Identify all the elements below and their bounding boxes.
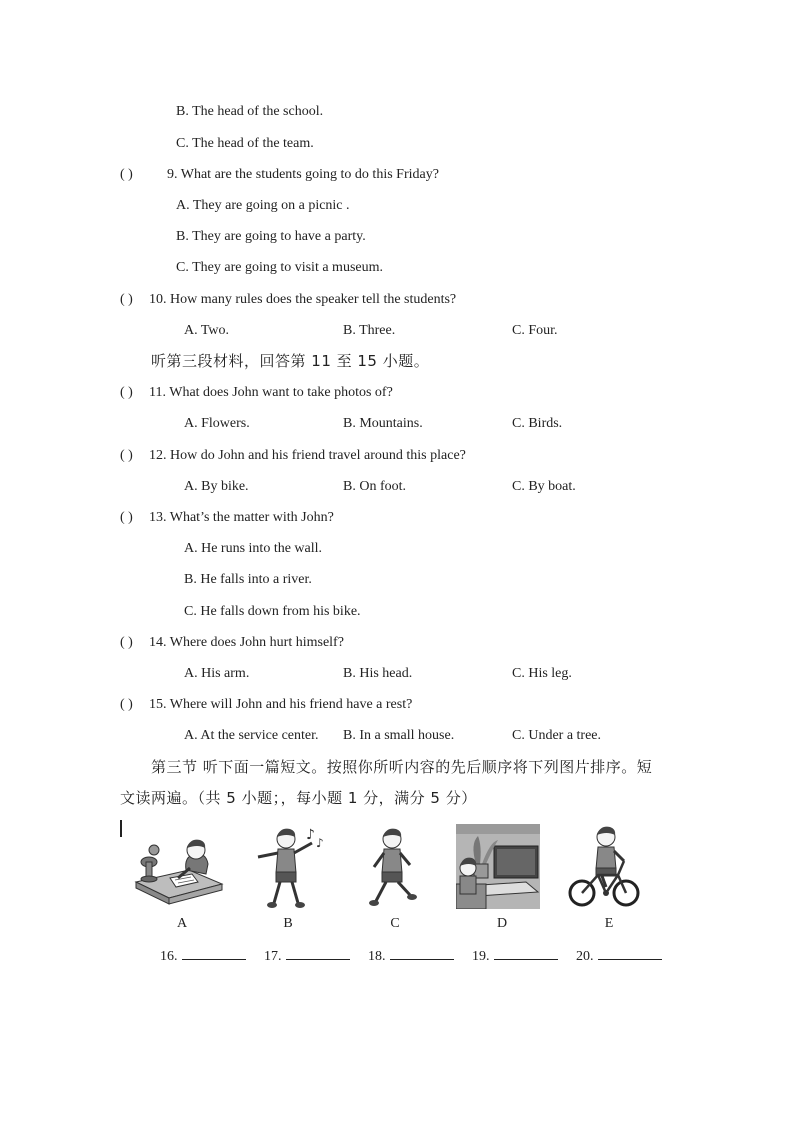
section-3-intro: 听第三段材料，回答第 11 至 15 小题。 <box>151 352 430 370</box>
boy-running-icon <box>364 825 424 911</box>
q10-option-a: A. Two. <box>184 323 230 338</box>
q8-option-b: B. The head of the school. <box>176 104 324 119</box>
q11-option-b: B. Mountains. <box>343 416 423 431</box>
q10-option-b: B. Three. <box>343 323 396 338</box>
q14-option-b: B. His head. <box>343 666 413 681</box>
q11-option-c: C. Birds. <box>512 416 563 431</box>
answer-number: 19. <box>472 949 490 964</box>
answer-number: 18. <box>368 949 386 964</box>
q12-option-a: A. By bike. <box>184 479 249 494</box>
q15-option-c: C. Under a tree. <box>512 728 602 743</box>
section-heading-line-2: 文读两遍。（共 5 小题；，每小题 1 分，满分 5 分） <box>120 789 477 807</box>
q15-option-a: A. At the service center. <box>184 728 319 743</box>
q8-option-c: C. The head of the team. <box>176 136 314 151</box>
answer-blank-17[interactable] <box>264 946 350 966</box>
answer-bracket[interactable]: ( ) <box>120 385 133 400</box>
q13-option-a: A. He runs into the wall. <box>184 541 323 556</box>
answer-number: 20. <box>576 949 594 964</box>
q14-option-a: A. His arm. <box>184 666 250 681</box>
q9-option-c: C. They are going to visit a museum. <box>176 260 383 275</box>
picture-label-b: B <box>283 916 293 931</box>
answer-bracket[interactable]: ( ) <box>120 510 133 525</box>
question-13: 13. What’s the matter with John? <box>149 510 334 525</box>
answer-line[interactable] <box>598 946 662 960</box>
q11-option-a: A. Flowers. <box>184 416 250 431</box>
answer-line[interactable] <box>494 946 558 960</box>
question-11: 11. What does John want to take photos of? <box>149 385 393 400</box>
answer-bracket[interactable]: ( ) <box>120 697 133 712</box>
svg-text:♪: ♪ <box>316 836 324 850</box>
q12-option-b: B. On foot. <box>343 479 406 494</box>
answer-bracket[interactable]: ( ) <box>120 167 133 182</box>
svg-text:♪: ♪ <box>306 827 315 843</box>
question-9: 9. What are the students going to do this Friday? <box>167 167 439 182</box>
q14-option-c: C. His leg. <box>512 666 572 681</box>
question-10: 10. How many rules does the speaker tell the students? <box>149 292 457 307</box>
answer-bracket[interactable]: ( ) <box>120 448 133 463</box>
question-15: 15. Where will John and his friend have a rest? <box>149 697 413 712</box>
answer-line[interactable] <box>390 946 454 960</box>
boy-studying-at-desk-icon <box>134 832 224 912</box>
q12-option-c: C. By boat. <box>512 479 576 494</box>
q13-option-b: B. He falls into a river. <box>184 572 312 587</box>
picture-label-e: E <box>604 916 614 931</box>
answer-bracket[interactable]: ( ) <box>120 292 133 307</box>
q15-option-b: B. In a small house. <box>343 728 455 743</box>
boy-watching-tv-icon <box>456 824 540 909</box>
answer-blank-18[interactable] <box>368 946 454 966</box>
boy-dancing-icon <box>252 825 327 911</box>
picture-label-d: D <box>496 916 508 931</box>
answer-bracket[interactable]: ( ) <box>120 635 133 650</box>
answer-number: 17. <box>264 949 282 964</box>
boy-riding-bike-icon <box>566 825 642 911</box>
answer-number: 16. <box>160 949 178 964</box>
question-12: 12. How do John and his friend travel around this place? <box>149 448 466 463</box>
picture-label-c: C <box>390 916 400 931</box>
q10-option-c: C. Four. <box>512 323 558 338</box>
picture-label-a: A <box>176 916 188 931</box>
answer-line[interactable] <box>286 946 350 960</box>
answer-blank-16[interactable] <box>160 946 246 966</box>
answer-blank-19[interactable] <box>472 946 558 966</box>
q9-option-a: A. They are going on a picnic . <box>176 198 350 213</box>
q13-option-c: C. He falls down from his bike. <box>184 604 361 619</box>
answer-line[interactable] <box>182 946 246 960</box>
answer-blank-20[interactable] <box>576 946 662 966</box>
q9-option-b: B. They are going to have a party. <box>176 229 366 244</box>
text-cursor <box>120 820 122 837</box>
section-heading-line-1: 第三节 听下面一篇短文。按照你所听内容的先后顺序将下列图片排序。短 <box>151 758 653 776</box>
question-14: 14. Where does John hurt himself? <box>149 635 344 650</box>
